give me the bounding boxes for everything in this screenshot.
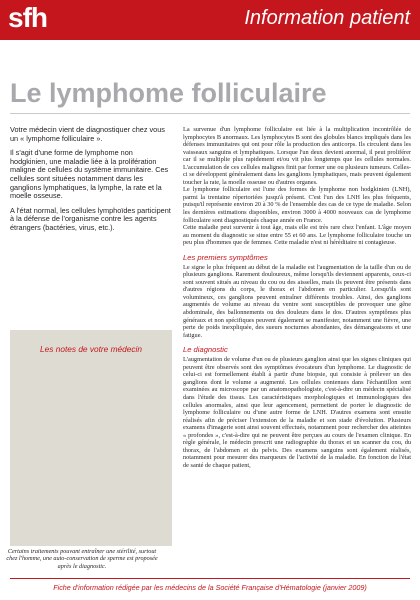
- footer-divider: [10, 578, 410, 579]
- section-heading-symptoms: Les premiers symptômes: [183, 252, 268, 262]
- intro-paragraph: Votre médecin vient de diagnostiquer chez vous un « lymphome folliculaire ».: [10, 125, 165, 143]
- sfh-logo: sfh: [8, 2, 47, 33]
- footer-credit: Fiche d'information rédigée par les médecins de la Société Française d'Hématologie (janvier 2009): [53, 583, 367, 592]
- intro-paragraph: Il s'agit d'une forme de lymphome non hodgkinien, une maladie liée à la prolifération maligne de cellules du système immunitaire. Ces cellules sont situées notamment dans les ganglions lymphatiques, la lymphe, la rate et la moelle osseuse.: [10, 148, 169, 201]
- notes-title: Les notes de votre médecin: [40, 344, 142, 354]
- header-bar: [0, 0, 420, 40]
- doctor-notes-box[interactable]: [10, 330, 172, 546]
- body-paragraph: La survenue d'un lymphome folliculaire est liée à la multiplication incontrôlée de lymphocytes B anormaux. Les lymphocytes B sont des globules blancs impliqués dans les défenses immunitaires qui ont pour rôle la production des anticorps. Ils circulent dans les vaisseaux sanguins et lymphatiques. Lorsque l'un deux devient anormal, il peut proliférer car il se multiplie plus rapidement et/ou vit plus longtemps que les cellules normales. L'accumulation de ces cellules malignes finit par former une ou plusieurs tumeurs. Celles-ci se développent généralement dans les ganglions lymphatiques, mais peuvent également toucher la rate, la moelle osseuse ou d'autres organes.: [183, 126, 411, 186]
- page-title: Le lymphome folliculaire: [10, 78, 327, 108]
- body-paragraph: Le lymphome folliculaire est l'une des formes de lymphome non hodgkinien (LNH), parmi la trentaine répertoriées jusqu'à présent. C'est l'un des LNH les plus fréquents, puisqu'il représente environ 20 à 30 % de l'ensemble des cas de ce type de maladie. Selon les dernières estimations disponibles, environ 3000 à 4000 nouveaux cas de lymphome folliculaire sont diagnostiqués chaque année en France.: [183, 186, 411, 224]
- body-paragraph: Cette maladie peut survenir à tout âge, mais elle est très rare chez l'enfant. L'âge moyen au moment du diagnostic se situe entre 55 et 60 ans. Le lymphome folliculaire touche un peu plus d'hommes que de femmes. Cette maladie n'est ni héréditaire ni contagieuse.: [183, 224, 411, 247]
- section-heading-diagnosis: Le diagnostic: [183, 345, 228, 355]
- right-column-body: [183, 126, 411, 469]
- symptoms-paragraph: Le signe le plus fréquent au début de la maladie est l'augmentation de la taille d'un ou de plusieurs ganglions. Rarement douloureux, même lorsqu'ils deviennent apparents, ceux-ci sont souvent situés au niveau du cou ou des aisselles, mais ils peuvent être présents dans d'autres régions du corps, le thorax et l'abdomen en particulier. Lorsqu'ils sont volumineux, ces ganglions peuvent entraîner différents troubles. Ainsi, des ganglions augmentés de volume au niveau du ventre sont susceptibles de provoquer une gêne abdominale, des ballonnements ou des douleurs dans le dos. D'autres symptômes plus généraux et non spécifiques peuvent également se manifester, notamment une fièvre, une perte de poids inexpliquée, des sueurs nocturnes abondantes, des démangeaisons et une fatigue.: [183, 263, 411, 339]
- sterility-note: Certains traitements pouvant entraîner une stérilité, surtout chez l'homme, une auto-conservation de sperme est proposée après le diagnostic.: [6, 548, 158, 570]
- left-column-intro: [10, 126, 172, 239]
- title-divider: [10, 113, 410, 114]
- header-title: Information patient: [244, 7, 410, 29]
- diagnosis-paragraph: L'augmentation de volume d'un ou de plusieurs ganglion ainsi que les signes cliniques qui peuvent être observés sont des symptômes évocateurs d'un lymphome. Le diagnostic de celui-ci est formellement établi à partir d'une biopsie, qui consiste à prélever un des ganglions dont le volume a augmenté. Les cellules contenues dans l'échantillon sont examinées au microscope par un anatomopathologiste, c'est-à-dire un médecin spécialisé dans l'étude des tissus. Les caractéristiques morphologiques et immunologiques des cellules anormales, ainsi que leur agencement, permettent de porter le diagnostic de lymphome folliculaire ou d'une autre forme de LNH. D'autres examens sont ensuite réalisés afin de préciser l'extension de la maladie et son stade d'évolution. Plusieurs examens d'imagerie sont ainsi souvent effectués, notamment pour rechercher des atteintes « profondes », c'est-à-dire qui ne peuvent être perçues au cours de l'examen clinique. En règle générale, le médecin prescrit une radiographie du thorax et un scanner du cou, du thorax, de l'abdomen et du pelvis. Des examens sanguins sont également réalisés, notamment pour mesurer des marqueurs de l'activité de la maladie. En fonction de l'état de santé de chaque patient,: [183, 356, 411, 469]
- intro-paragraph: A l'état normal, les cellules lymphoïdes participent à la défense de l'organisme contre les agents étrangers (bactéries, virus, etc.).: [10, 205, 171, 232]
